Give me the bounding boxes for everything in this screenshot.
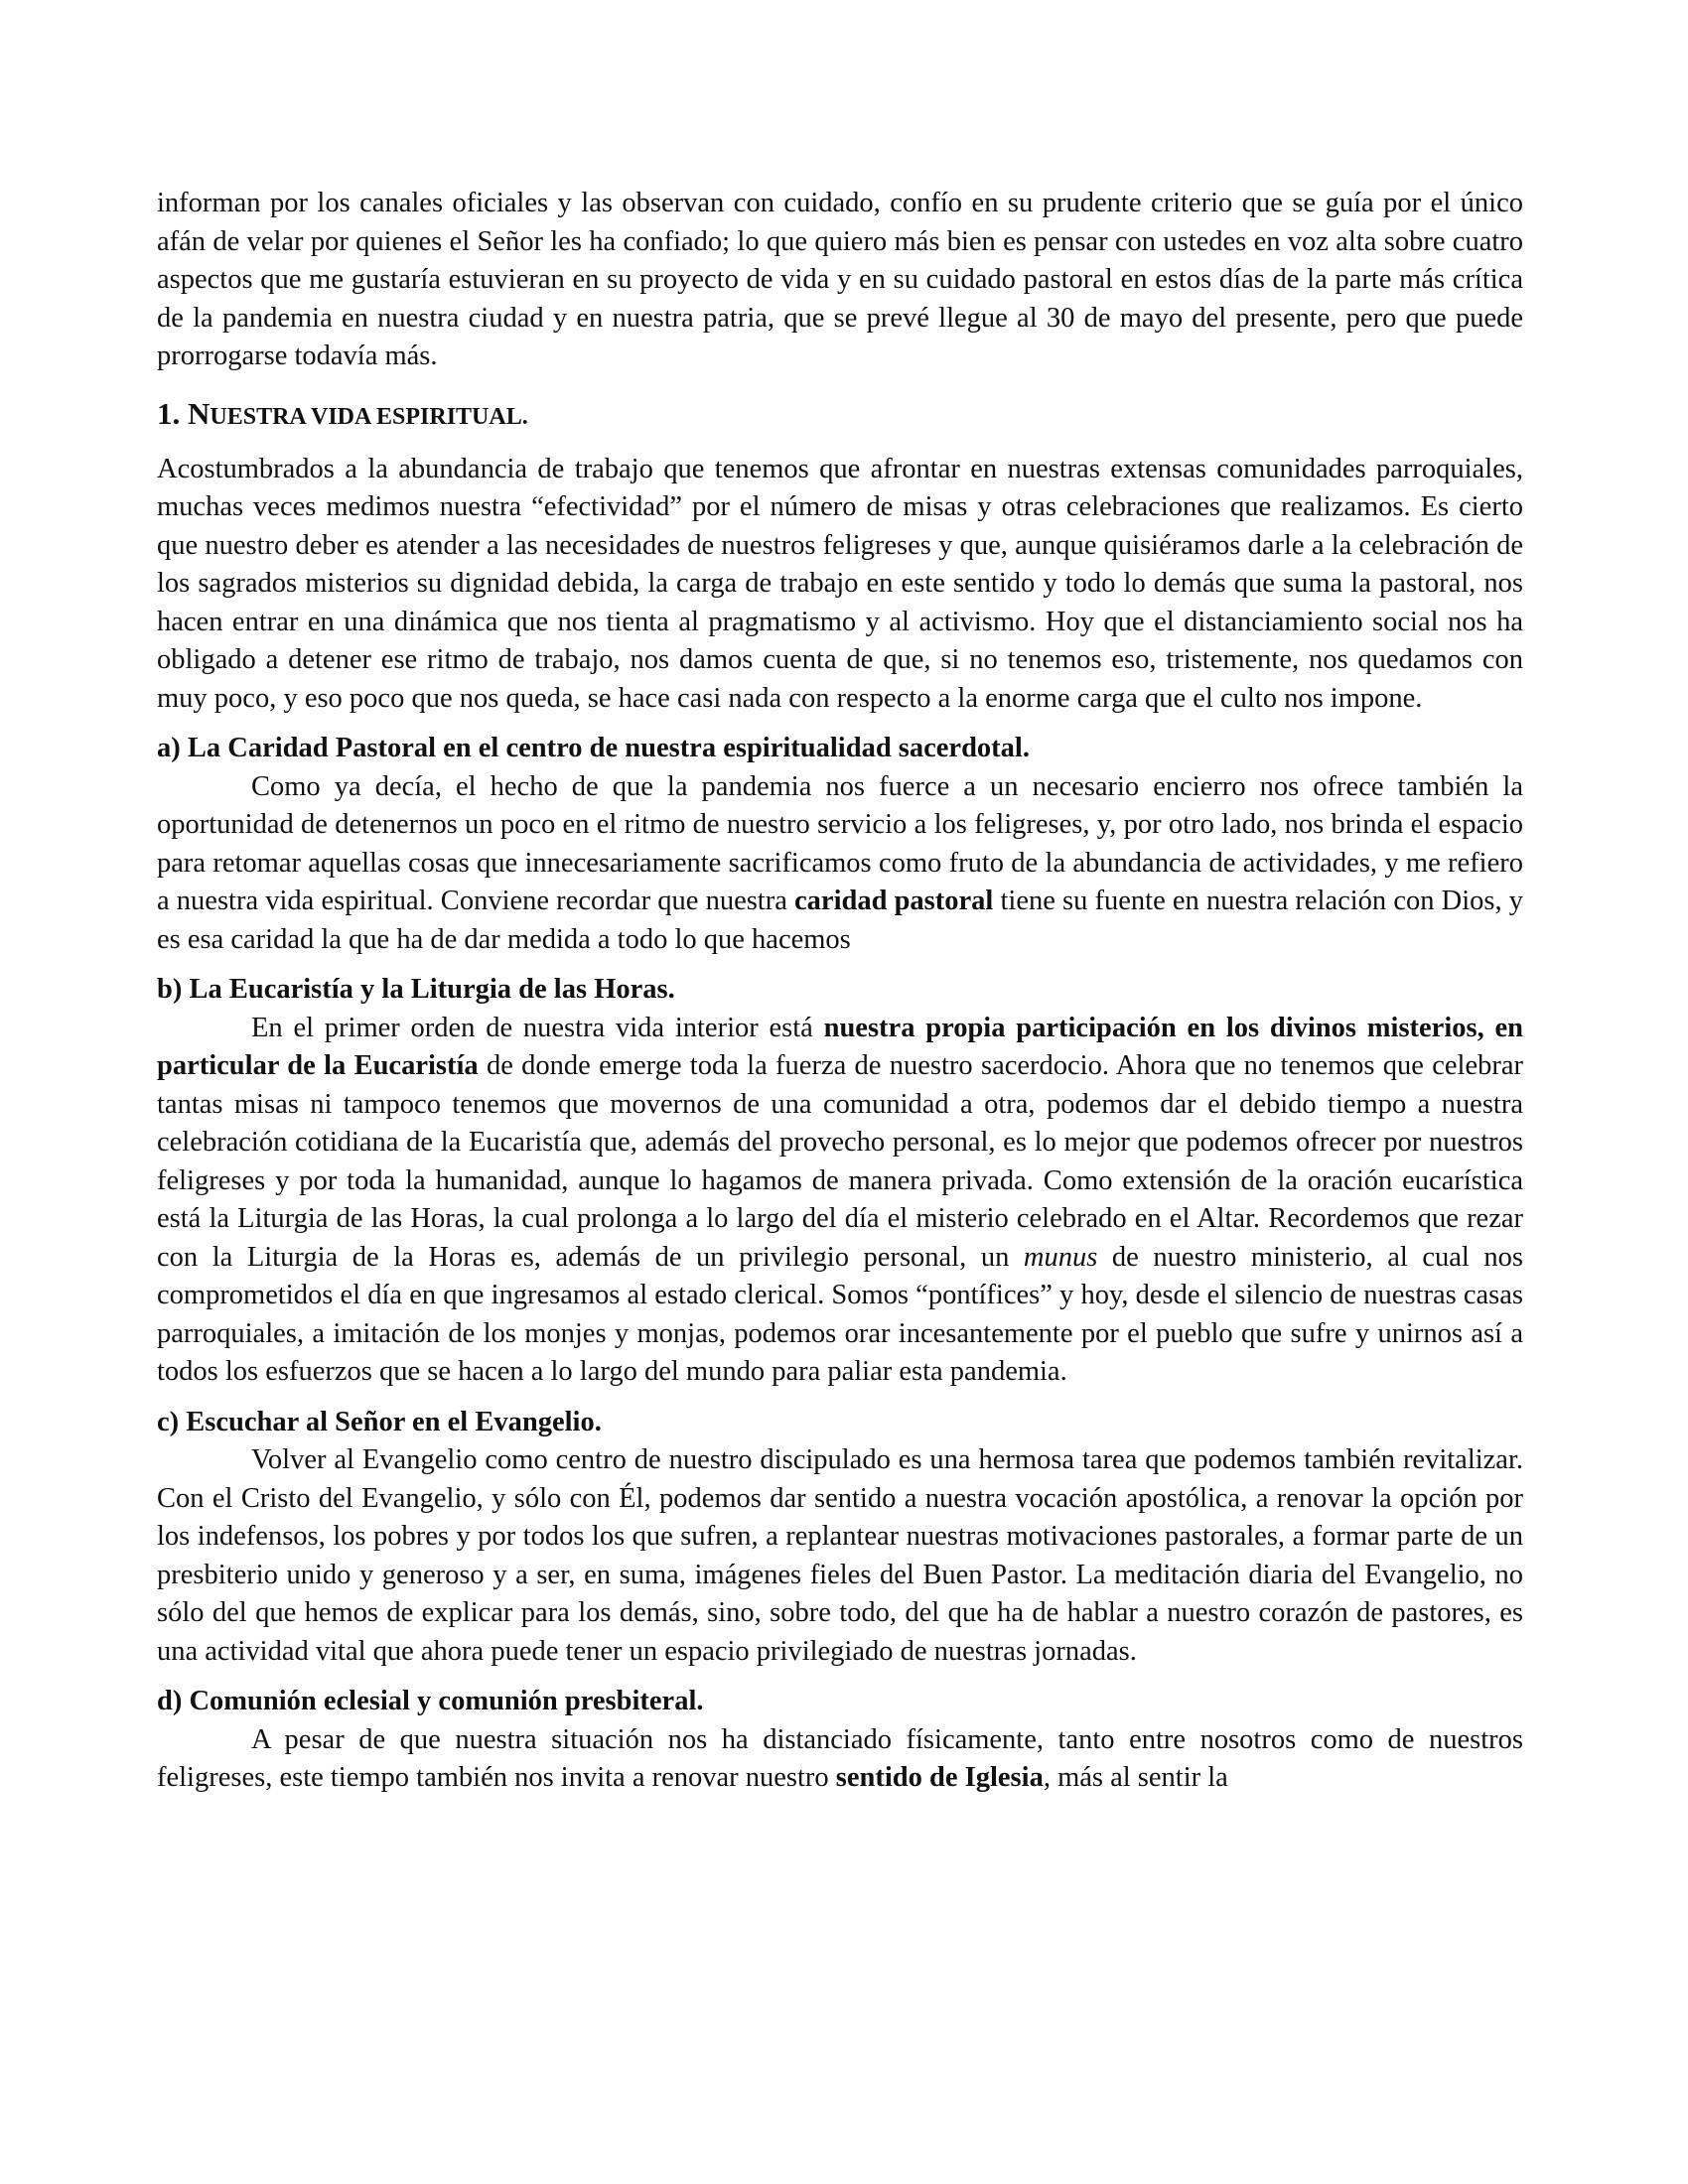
intro-paragraph: informan por los canales oficiales y las observan con cuidado, confío en su prudente criterio que se guía por el único afán de velar por quienes el Señor les ha confiado; lo que quiero más bien es pensar con ustedes en voz alta sobre cuatro aspectos que me gustaría estuvieran en su proyecto de vida y en su cuidado pastoral en estos días de la parte más crítica de la pandemia en nuestra ciudad y en nuestra patria, que se prevé llegue al 30 de mayo del presente, pero que puede prorrogarse todavía más. bbox=[157, 188, 1523, 371]
subsection-d-heading: d) Comunión eclesial y comunión presbiteral. bbox=[157, 1686, 704, 1716]
subsection-a-heading: a) La Caridad Pastoral en el centro de nuestra espiritualidad sacerdotal. bbox=[157, 733, 1030, 763]
document-page bbox=[157, 185, 1523, 1798]
subsection-a-text-2: tiene su fuente en nuestra relación con Dios, y es esa caridad la que ha de dar medida a todo lo que hacemos bbox=[157, 886, 1523, 955]
subsection-b-italic: munus bbox=[1023, 1241, 1098, 1273]
subsection-b-text-1: En el primer orden de nuestra vida interior está bbox=[251, 1012, 824, 1043]
subsection-d-text-1: A pesar de que nuestra situación nos ha distanciado físicamente, tanto entre nosotros como de nuestros feligreses, este tiempo también nos invita a renovar nuestro bbox=[157, 1723, 1523, 1793]
subsection-d-text-2: , más al sentir la bbox=[1043, 1762, 1228, 1793]
subsection-b-heading: b) La Eucaristía y la Liturgia de las Horas. bbox=[157, 974, 675, 1005]
subsection-d-paragraph bbox=[157, 1721, 1523, 1798]
subsection-b-text-3: de nuestro ministerio, al cual nos comprometidos el día en que ingresamos al estado clerical. Somos “pontífices” y hoy, desde el silencio de nuestras casas parroquiales, a imitación de los monjes y monjas, podemos orar incesantemente por el pueblo que sufre y unirnos así a todos los esfuerzos que se hacen a lo largo del mundo para paliar esta pandemia. bbox=[157, 1241, 1524, 1387]
subsection-a-text-1: Como ya decía, el hecho de que la pandemia nos fuerce a un necesario encierro nos ofrece también la oportunidad de detenernos un poco en el ritmo de nuestro servicio a los feligreses, y, por otro lado, nos brinda el espacio para retomar aquellas cosas que innecesariamente sacrificamos como fruto de la abundancia de actividades, y me refiero a nuestra vida espiritual. Conviene recordar que nuestra bbox=[157, 770, 1523, 916]
subsection-b-bold: nuestra propia participación en los divinos misterios, en particular de la Eucaristía bbox=[157, 1012, 1523, 1081]
section-1-number: 1. bbox=[157, 395, 188, 431]
subsection-c-paragraph: Volver al Evangelio como centro de nuestro discipulado es una hermosa tarea que podemos también revitalizar. Con el Cristo del Evangelio, y sólo con Él, podemos dar sentido a nuestra vocación apostólica, a renovar la opción por los indefensos, los pobres y por todos los que sufren, a replantear nuestras motivaciones pastorales, a formar parte de un presbiterio unido y generoso y a ser, en suma, imágenes fieles del Buen Pastor. La meditación diaria del Evangelio, no sólo del que hemos de explicar para los demás, sino, sobre todo, del que ha de hablar a nuestro corazón de pastores, es una actividad vital que ahora puede tener un espacio privilegiado de nuestras jornadas. bbox=[157, 1444, 1523, 1667]
subsection-a-paragraph bbox=[157, 768, 1523, 960]
section-1-paragraph: Acostumbrados a la abundancia de trabajo que tenemos que afrontar en nuestras extensas comunidades parroquiales, muchas veces medimos nuestra “efectividad” por el número de misas y otras celebraciones que realizamos. Es cierto que nuestro deber es atender a las necesidades de nuestros feligreses y que, aunque quisiéramos darle a la celebración de los sagrados misterios su dignidad debida, la carga de trabajo en este sentido y todo lo demás que suma la pastoral, nos hacen entrar en una dinámica que nos tienta al pragmatismo y al activismo. Hoy que el distanciamiento social nos ha obligado a detener ese ritmo de trabajo, nos damos cuenta de que, si no tenemos eso, tristemente, nos quedamos con muy poco, y eso poco que nos queda, se hace casi nada con respecto a la enorme carga que el culto nos impone. bbox=[157, 453, 1523, 714]
section-1-title: UESTRA VIDA ESPIRITUAL. bbox=[210, 403, 528, 430]
section-1-title-initial: N bbox=[188, 395, 211, 431]
section-1-heading bbox=[157, 392, 1523, 439]
subsection-a-bold: caridad pastoral bbox=[794, 886, 994, 916]
subsection-b-paragraph bbox=[157, 1010, 1523, 1392]
subsection-d-bold: sentido de Iglesia bbox=[835, 1762, 1044, 1793]
subsection-b-text-2: de donde emerge toda la fuerza de nuestro sacerdocio. Ahora que no tenemos que celebrar tantas misas ni tampoco tenemos que movernos de una comunidad a otra, podemos dar el debido tiempo a nuestra celebración cotidiana de la Eucaristía que, además del provecho personal, es lo mejor que podemos ofrecer por nuestros feligreses y por toda la humanidad, aunque lo hagamos de manera privada. Como extensión de la oración eucarística está la Liturgia de las Horas, la cual prolonga a lo largo del día el misterio celebrado en el Altar. Recordemos que rezar con la Liturgia de la Horas es, además de un privilegio personal, un bbox=[157, 1050, 1523, 1273]
subsection-c-heading: c) Escuchar al Señor en el Evangelio. bbox=[157, 1406, 602, 1437]
